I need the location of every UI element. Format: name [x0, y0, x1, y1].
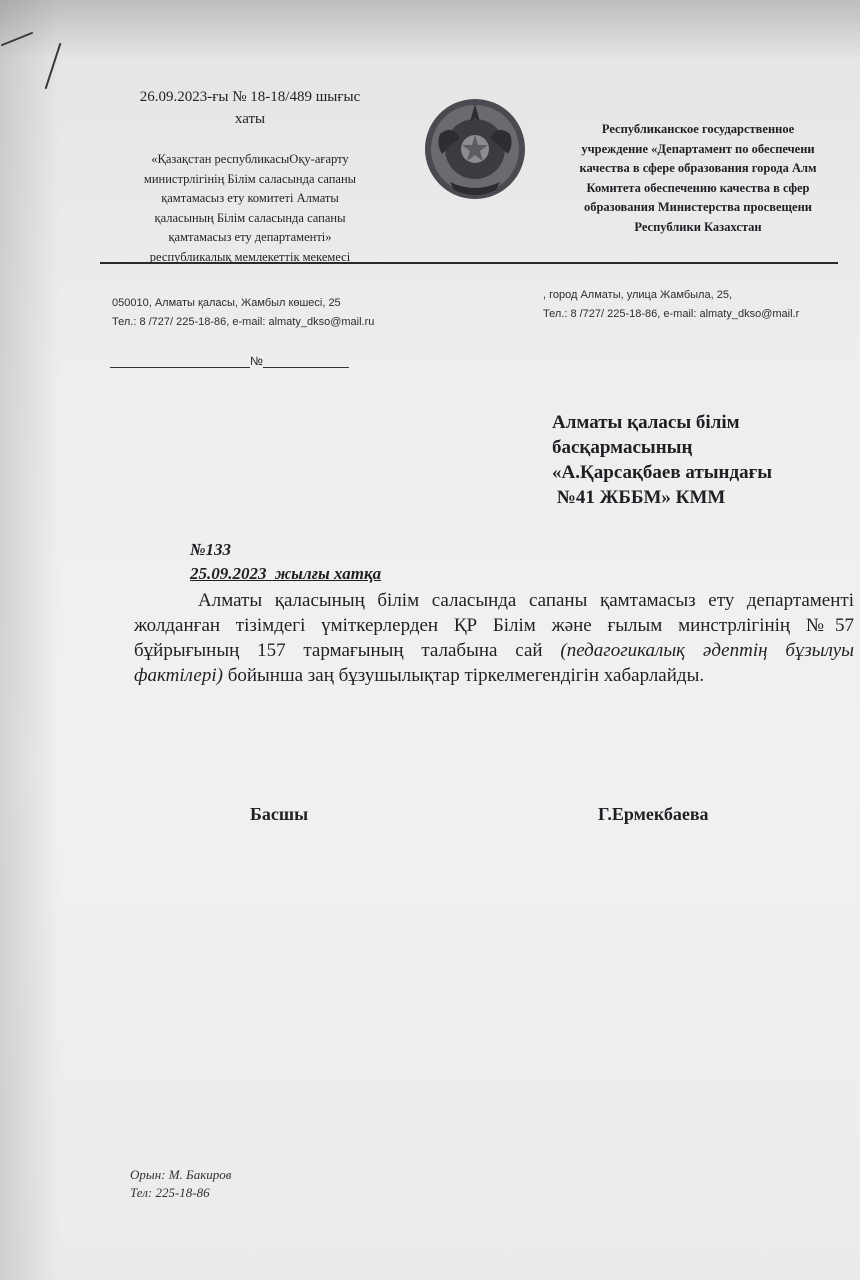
reference-date-line	[190, 562, 381, 586]
org-line: Республиканское государственное	[601, 122, 795, 136]
outgoing-reference: 26.09.2023-ғы № 18-18/489 шығыс	[139, 89, 361, 105]
header-left	[100, 86, 400, 267]
signatory-title: Басшы	[250, 804, 309, 824]
signatory-name: Г.Ермекбаева	[598, 804, 709, 824]
body-paragraph	[134, 588, 854, 688]
org-line: образования Министерства просвещени	[583, 200, 813, 214]
recipient-line: басқармасының	[552, 437, 693, 458]
executor-phone: Тел: 225-18-86	[130, 1185, 210, 1200]
reference-block	[190, 538, 381, 586]
org-line: Республики Казахстан	[634, 219, 762, 234]
org-name-kazakh	[100, 150, 400, 267]
number-sign: №	[250, 354, 263, 368]
org-line: «Қазақстан республикасыОқу-ағарту	[151, 152, 349, 166]
body-text-italic: (педагогикалық әдептің бұзылуы фактілері)	[134, 640, 855, 686]
letter-body	[134, 588, 854, 688]
org-line: қамтамасыз ету департаменті»	[168, 230, 332, 244]
registration-line	[110, 354, 349, 368]
body-text-part1: Алматы қаласының білім саласында сапаны қамтамасыз ету департаменті жолданған тізімдегі үміткерлерден ҚР Білім және ғылым минстрлігінің №57 бұйрығының 157 тармағының талабына сай	[134, 590, 854, 661]
org-line: качества в сфере образования города Алм	[579, 161, 817, 175]
kazakhstan-state-emblem-icon	[422, 94, 528, 204]
org-line: республикалық мемлекеттік мекемесі	[149, 249, 351, 264]
org-line: қамтамасыз ету комитеті Алматы	[161, 191, 339, 205]
org-line: министрлігінің Білім саласында сапаны	[143, 171, 357, 186]
reference-number: №133	[190, 540, 232, 559]
outgoing-word: хаты	[234, 111, 266, 127]
date-blank	[110, 367, 250, 368]
address-line: 050010, Алматы қаласы, Жамбыл көшесі, 25	[112, 297, 341, 309]
recipient-line: Алматы қаласы білім	[552, 412, 740, 433]
header-right	[548, 120, 848, 237]
number-blank	[263, 367, 349, 368]
recipient-line: «А.Қарсақбаев атындағы	[552, 462, 773, 483]
address-kazakh	[112, 294, 374, 332]
contact-line: Тел.: 8 /727/ 225-18-86, e-mail: almaty_dkso@mail.r	[543, 308, 800, 320]
recipient-block	[552, 410, 772, 510]
reference-suffix: жылғы хатқа	[266, 564, 382, 583]
address-line: , город Алматы, улица Жамбыла, 25,	[543, 289, 732, 301]
executor-block	[130, 1166, 231, 1202]
page-shadow-left	[0, 0, 60, 1280]
org-line: Комитета обеспечению качества в сфер	[586, 180, 810, 195]
address-russian	[543, 286, 799, 324]
page-shadow-top	[0, 0, 860, 60]
executor-name: Орын: М. Бакиров	[130, 1167, 232, 1182]
contact-line: Тел.: 8 /727/ 225-18-86, e-mail: almaty_dkso@mail.ru	[112, 316, 375, 328]
recipient-line: №41 ЖББМ» КММ	[552, 487, 726, 508]
header-divider	[100, 262, 838, 264]
org-line: учреждение «Департамент по обеспечени	[581, 141, 815, 156]
reference-date: 25.09.2023	[190, 564, 267, 583]
org-line: қаласының Білім саласында сапаны	[154, 210, 346, 225]
body-text-part2: бойынша заң бұзушылықтар тіркелмегендігін хабарлайды.	[227, 665, 705, 686]
